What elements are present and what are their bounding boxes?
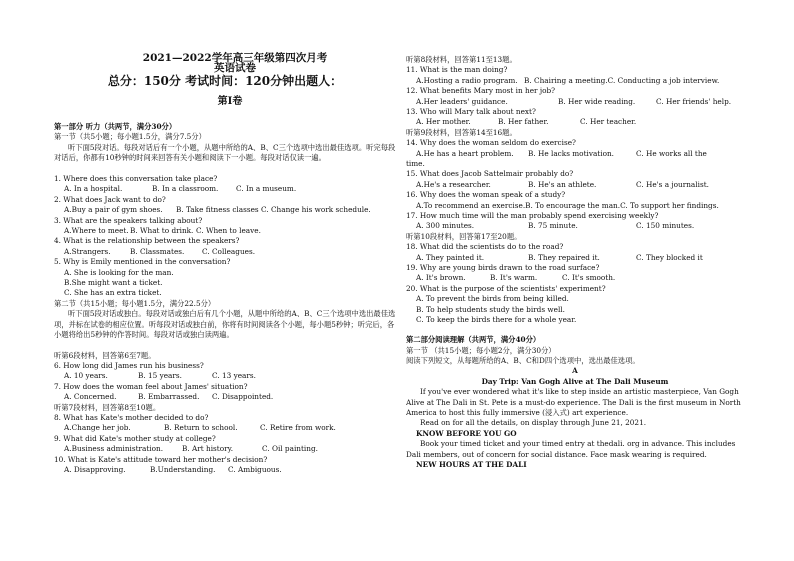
option: B. It's warm.	[490, 273, 538, 283]
new-hours-heading: NEW HOURS AT THE DALI	[416, 460, 527, 470]
option: B. He's an athlete.	[528, 179, 597, 189]
option: A.He has a heart problem.	[416, 148, 514, 158]
question-5-option-c: C. She has an extra ticket.	[64, 288, 162, 298]
question-17: 17. How much time will the man probably spend exercising weekly?	[406, 210, 659, 220]
question-8: 8. What has Kate's mother decided to do?	[54, 413, 209, 423]
option: A.Change her job.	[64, 423, 131, 433]
section1-instructions: 听下面5段对话。每段对话后有一个小题，从题中所给的A、B、C三个选项中选出最佳选项。听完每段对话后，你都有10秒钟的时间来回答有关小题和阅读下一小题。每段对话仅读一遍。	[54, 142, 396, 163]
option: B. Chairing a meeting.C. Conducting a job interview.	[524, 75, 720, 85]
part2-instructions: 阅读下列短文，从每题所给的A、B、C和D四个选项中，选出最佳选项。	[406, 356, 640, 366]
option: B. Art history.	[182, 444, 234, 454]
option: B.Understanding.	[150, 465, 216, 475]
option: B. He lacks motivation.	[528, 148, 614, 158]
material-6-note: 听第6段材料，回答第6至7题。	[54, 350, 156, 360]
option: C. It's smooth.	[562, 273, 616, 283]
question-3-options	[54, 226, 396, 236]
option: B. What to drink.	[130, 225, 194, 235]
material-9-note: 听第9段材料，回答第14至16题。	[406, 127, 517, 137]
option: A. It's brown.	[416, 273, 466, 283]
question-8-options	[54, 423, 396, 433]
know-before-heading: KNOW BEFORE YOU GO	[416, 428, 517, 438]
option: C. Oil painting.	[262, 444, 318, 454]
question-7-options	[54, 392, 396, 402]
question-20-option-b: B. To help students study the birds well.	[416, 304, 565, 314]
question-16: 16. Why does the woman speak of a study?	[406, 190, 566, 200]
left-column	[54, 122, 396, 475]
question-20: 20. What is the purpose of the scientists' experiment?	[406, 283, 606, 293]
option: C. 13 years.	[212, 371, 256, 381]
option: A. In a hospital.	[64, 184, 123, 194]
passage-title: Day Trip: Van Gogh Alive at The Dali Museum	[481, 376, 669, 386]
option: A.Her leaders' guidance.	[416, 96, 508, 106]
option: A.He's a researcher.	[416, 179, 491, 189]
part2-title: 第二部分阅读理解（共两节，满分40分）	[406, 335, 541, 345]
right-column	[406, 55, 744, 470]
question-6: 6. How long did James run his business?	[54, 361, 204, 371]
question-11: 11. What is the man doing?	[406, 65, 508, 75]
question-6-options	[54, 371, 396, 381]
question-10-options	[54, 465, 396, 475]
question-20-option-a: A. To prevent the birds from being killed.	[416, 294, 569, 304]
section2-instructions: 听下面5段对话或独白。每段对话或独白后有几个小题，从题中所给的A、B、C三个选项中选出最佳选项，并标在试卷的相应位置。听每段对话或独白前，你将有时间阅读各个小题，每小题5秒钟；听完后，各小题将给出5秒钟的作答时间。每段对话或独白读两遍。	[54, 309, 396, 339]
option: A. Concerned.	[64, 392, 117, 402]
option: A. They painted it.	[416, 252, 485, 262]
part2-section1-title: 第一节 （共15小题；每小题2分，满分30分）	[406, 345, 556, 355]
question-13-options	[406, 117, 744, 127]
question-12-options	[406, 97, 744, 107]
option: A.To recommend an exercise.B. To encourage the man.C. To support her findings.	[416, 200, 719, 210]
option: B. Her wide reading.	[558, 96, 636, 106]
question-7: 7. How does the woman feel about James' situation?	[54, 381, 248, 391]
question-14-continued: time.	[406, 158, 425, 168]
passage-paragraph-3: Book your timed ticket and your timed entry at thedali. org in advance. This includes Dali members, out of concern for social distance. Face mask wearing is required.	[406, 439, 736, 459]
material-10-note: 听第10段材料，回答第17至20题。	[406, 231, 522, 241]
option: A. 10 years.	[64, 371, 108, 381]
question-11-options	[406, 76, 744, 86]
question-4: 4. What is the relationship between the speakers?	[54, 236, 240, 246]
option: B. Return to school.	[164, 423, 238, 433]
option: C. When to leave.	[196, 225, 261, 235]
spacer	[406, 325, 744, 335]
question-13: 13. Who will Mary talk about next?	[406, 106, 536, 116]
option: C. Her teacher.	[580, 117, 637, 127]
question-1: 1. Where does this conversation take place?	[54, 173, 218, 183]
option: B. Her father.	[498, 117, 549, 127]
passage-paragraph-2: Read on for all the details, on display through June 21, 2021.	[420, 418, 647, 428]
question-5-option-b: B.She might want a ticket.	[64, 277, 163, 287]
question-15: 15. What does Jacob Sattelmair probably do?	[406, 169, 574, 179]
option: B. In a classroom.	[152, 184, 219, 194]
question-10: 10. What is Kate's attitude toward her mother's decision?	[54, 454, 268, 464]
option: B. They repaired it.	[528, 252, 600, 262]
option: C. 150 minutes.	[636, 221, 695, 231]
question-1-options	[54, 184, 396, 194]
question-14-options	[406, 149, 744, 159]
passage-paragraph-1: If you've ever wondered what it's like to step inside an artistic masterpiece, Van Gogh Alive at The Dali in St. Pete is a must-do experience. The Dali is the first museum in North America to host this fully immersive (浸入式) art experience.	[406, 387, 741, 418]
option: C. In a museum.	[236, 184, 297, 194]
option: C. Her friends' help.	[656, 96, 732, 106]
option: C. Colleagues.	[202, 246, 256, 256]
section2-title: 第二节（共15小题；每小题1.5分，满分22.5分）	[54, 298, 216, 308]
question-20-option-c: C. To keep the birds there for a whole year.	[416, 314, 577, 324]
material-7-note: 听第7段材料，回答第8至10题。	[54, 402, 161, 412]
option: A.Hosting a radio program.	[416, 75, 518, 85]
option: B. Embarrassed.	[138, 392, 200, 402]
question-18: 18. What did the scientists do to the road?	[406, 242, 564, 252]
option: C. Ambiguous.	[228, 465, 282, 475]
option: A. 300 minutes.	[416, 221, 475, 231]
section1-title: 第一节（共5小题；每小题1.5分，满分7.5分）	[54, 132, 206, 142]
question-19: 19. Why are young birds drawn to the road surface?	[406, 262, 600, 272]
question-17-options	[406, 221, 744, 231]
option: B. 15 years.	[138, 371, 182, 381]
question-18-options	[406, 253, 744, 263]
option: C. He's a journalist.	[636, 179, 709, 189]
question-3: 3. What are the speakers talking about?	[54, 215, 203, 225]
option: B. 75 minute.	[528, 221, 578, 231]
question-4-options	[54, 247, 396, 257]
question-14: 14. Why does the woman seldom do exercise?	[406, 138, 576, 148]
option: A. Her mother.	[416, 117, 471, 127]
question-9: 9. What did Kate's mother study at college?	[54, 433, 216, 443]
exam-subject: 英语试卷	[214, 62, 256, 74]
question-2-options	[54, 205, 396, 215]
question-15-options	[406, 180, 744, 190]
option: A.Strangers.	[64, 246, 111, 256]
question-9-options	[54, 444, 396, 454]
question-12: 12. What benefits Mary most in her job?	[406, 86, 556, 96]
exam-title: 2021—2022学年高三年级第四次月考	[142, 52, 328, 64]
question-19-options	[406, 273, 744, 283]
option: C. They blocked it	[636, 252, 703, 262]
material-8-note: 听第8段材料，回答第11至13题。	[406, 55, 517, 64]
option: C. He works all the	[636, 148, 707, 158]
question-2: 2. What does Jack want to do?	[54, 194, 166, 204]
volume-title: 第I卷	[217, 96, 243, 107]
option: A.Where to meet.	[64, 225, 129, 235]
question-5-option-a: A. She is looking for the man.	[64, 267, 174, 277]
option: A.Buy a pair of gym shoes.	[64, 205, 163, 215]
option: C. Disappointed.	[212, 392, 274, 402]
option: C. Retire from work.	[260, 423, 336, 433]
option: B. Take fitness classes C. Change his work schedule.	[176, 205, 371, 215]
score-line: 总分：150分 考试时间：120分钟出题人：	[107, 74, 343, 88]
option: A.Business administration.	[64, 444, 164, 454]
question-5: 5. Why is Emily mentioned in the conversation?	[54, 257, 231, 267]
part1-title: 第一部分 听力（共两节，满分30分）	[54, 122, 177, 131]
passage-letter: A	[572, 366, 578, 376]
option: B. Classmates.	[130, 246, 185, 256]
option: A. Disapproving.	[64, 465, 126, 475]
question-16-options	[406, 201, 744, 211]
